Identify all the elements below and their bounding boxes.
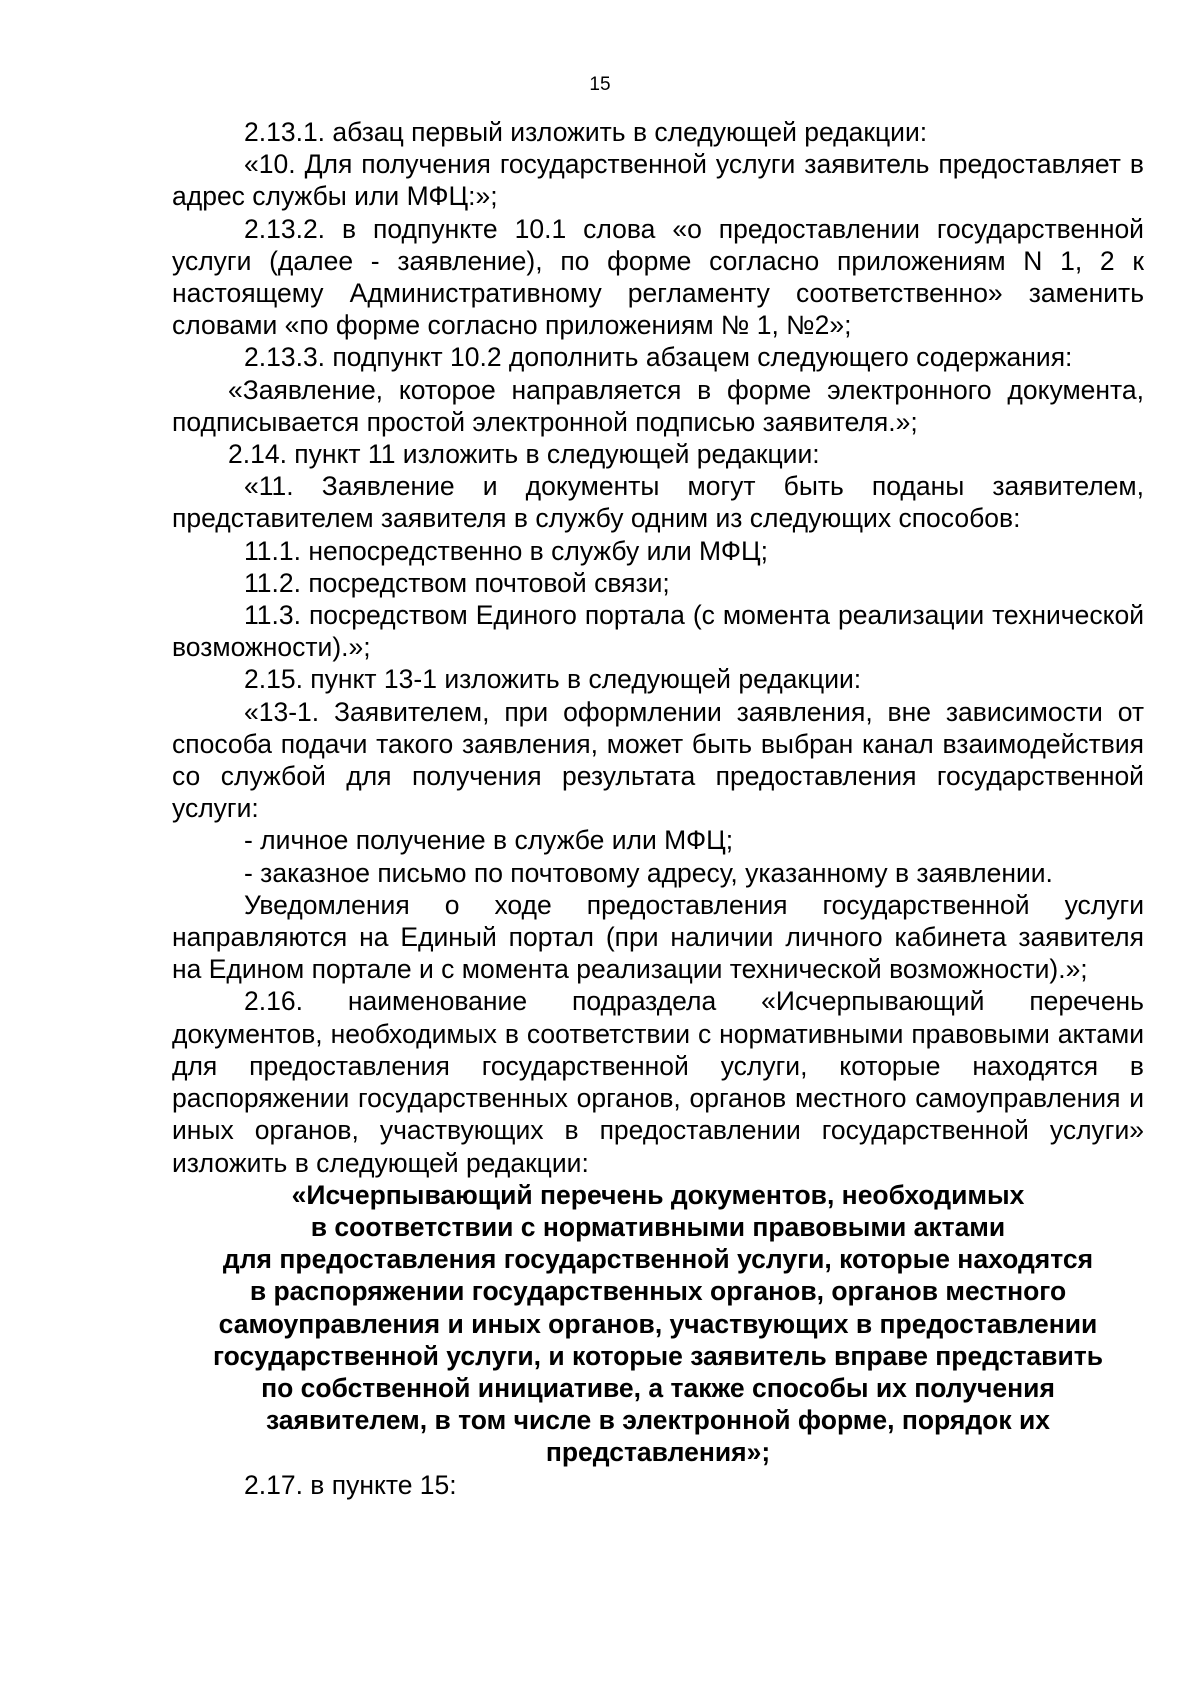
heading-line: представления»; <box>545 1437 771 1468</box>
paragraph-2-13-3: 2.13.3. подпункт 10.2 дополнить абзацем следующего содержания: <box>244 342 1073 373</box>
paragraph-2-14: 2.14. пункт 11 изложить в следующей редакции: <box>228 439 820 470</box>
paragraph-quote-11: «11. Заявление и документы могут быть поданы заявителем, представителем заявителя в службу одним из следующих способов: <box>172 471 1144 534</box>
heading-line: самоуправления и иных органов, участвующих в предоставлении <box>218 1308 1098 1339</box>
paragraph-11-3: 11.3. посредством Единого портала (с момента реализации технической возможности).»; <box>172 600 1144 663</box>
paragraph-notifications: Уведомления о ходе предоставления государственной услуги направляются на Единый портал (при наличии личного кабинета заявителя на Едином портале и с момента реализации технической возможности).»; <box>172 889 1144 985</box>
heading-line: для предоставления государственной услуги, которые находятся <box>222 1244 1094 1275</box>
paragraph-2-16: 2.16. наименование подраздела «Исчерпывающий перечень документов, необходимых в соответствии с нормативными правовыми актами для предоставления государственной услуги, которые находятся в распоряжении государственных органов, органов местного самоуправления и иных органов, участвующих в предоставлении государственной услуги» изложить в следующей редакции: <box>172 986 1144 1178</box>
heading-line: по собственной инициативе, а также способы их получения <box>261 1372 1055 1403</box>
subsection-heading <box>172 1179 1144 1469</box>
paragraph-2-15: 2.15. пункт 13-1 изложить в следующей редакции: <box>244 664 862 695</box>
paragraph-quote-13-1: «13-1. Заявителем, при оформлении заявления, вне зависимости от способа подачи такого заявления, может быть выбран канал взаимодействия со службой для получения результата предоставления государственной услуги: <box>172 696 1144 824</box>
heading-line: государственной услуги, и которые заявитель вправе представить <box>212 1340 1104 1371</box>
paragraph-quote-10: «10. Для получения государственной услуги заявитель предоставляет в адрес службы или МФЦ:»; <box>172 149 1144 212</box>
paragraph-2-13-1: 2.13.1. абзац первый изложить в следующей редакции: <box>244 117 928 147</box>
heading-line: в соответствии с нормативными правовыми актами <box>310 1211 1006 1242</box>
list-item-registered-letter: - заказное письмо по почтовому адресу, указанному в заявлении. <box>244 857 1053 888</box>
heading-line: в распоряжении государственных органов, органов местного <box>249 1276 1067 1307</box>
paragraph-11-1: 11.1. непосредственно в службу или МФЦ; <box>244 535 768 566</box>
paragraph-2-17: 2.17. в пункте 15: <box>244 1469 457 1500</box>
paragraph-quote-statement: «Заявление, которое направляется в форме электронного документа, подписывается простой электронной подписью заявителя.»; <box>172 374 1144 437</box>
heading-line: заявителем, в том числе в электронной форме, порядок их <box>265 1405 1050 1436</box>
list-item-personal-receipt: - личное получение в службе или МФЦ; <box>244 825 734 856</box>
paragraph-2-13-2: 2.13.2. в подпункте 10.1 слова «о предоставлении государственной услуги (далее - заявление), по форме согласно приложениям N 1, 2 к настоящему Административному регламенту соответственно» заменить словами «по форме согласно приложениям № 1, №2»; <box>172 213 1144 341</box>
heading-line: «Исчерпывающий перечень документов, необходимых <box>291 1179 1025 1210</box>
document-body <box>172 116 1144 1501</box>
paragraph-11-2: 11.2. посредством почтовой связи; <box>244 567 670 598</box>
page-number: 15 <box>589 74 611 95</box>
